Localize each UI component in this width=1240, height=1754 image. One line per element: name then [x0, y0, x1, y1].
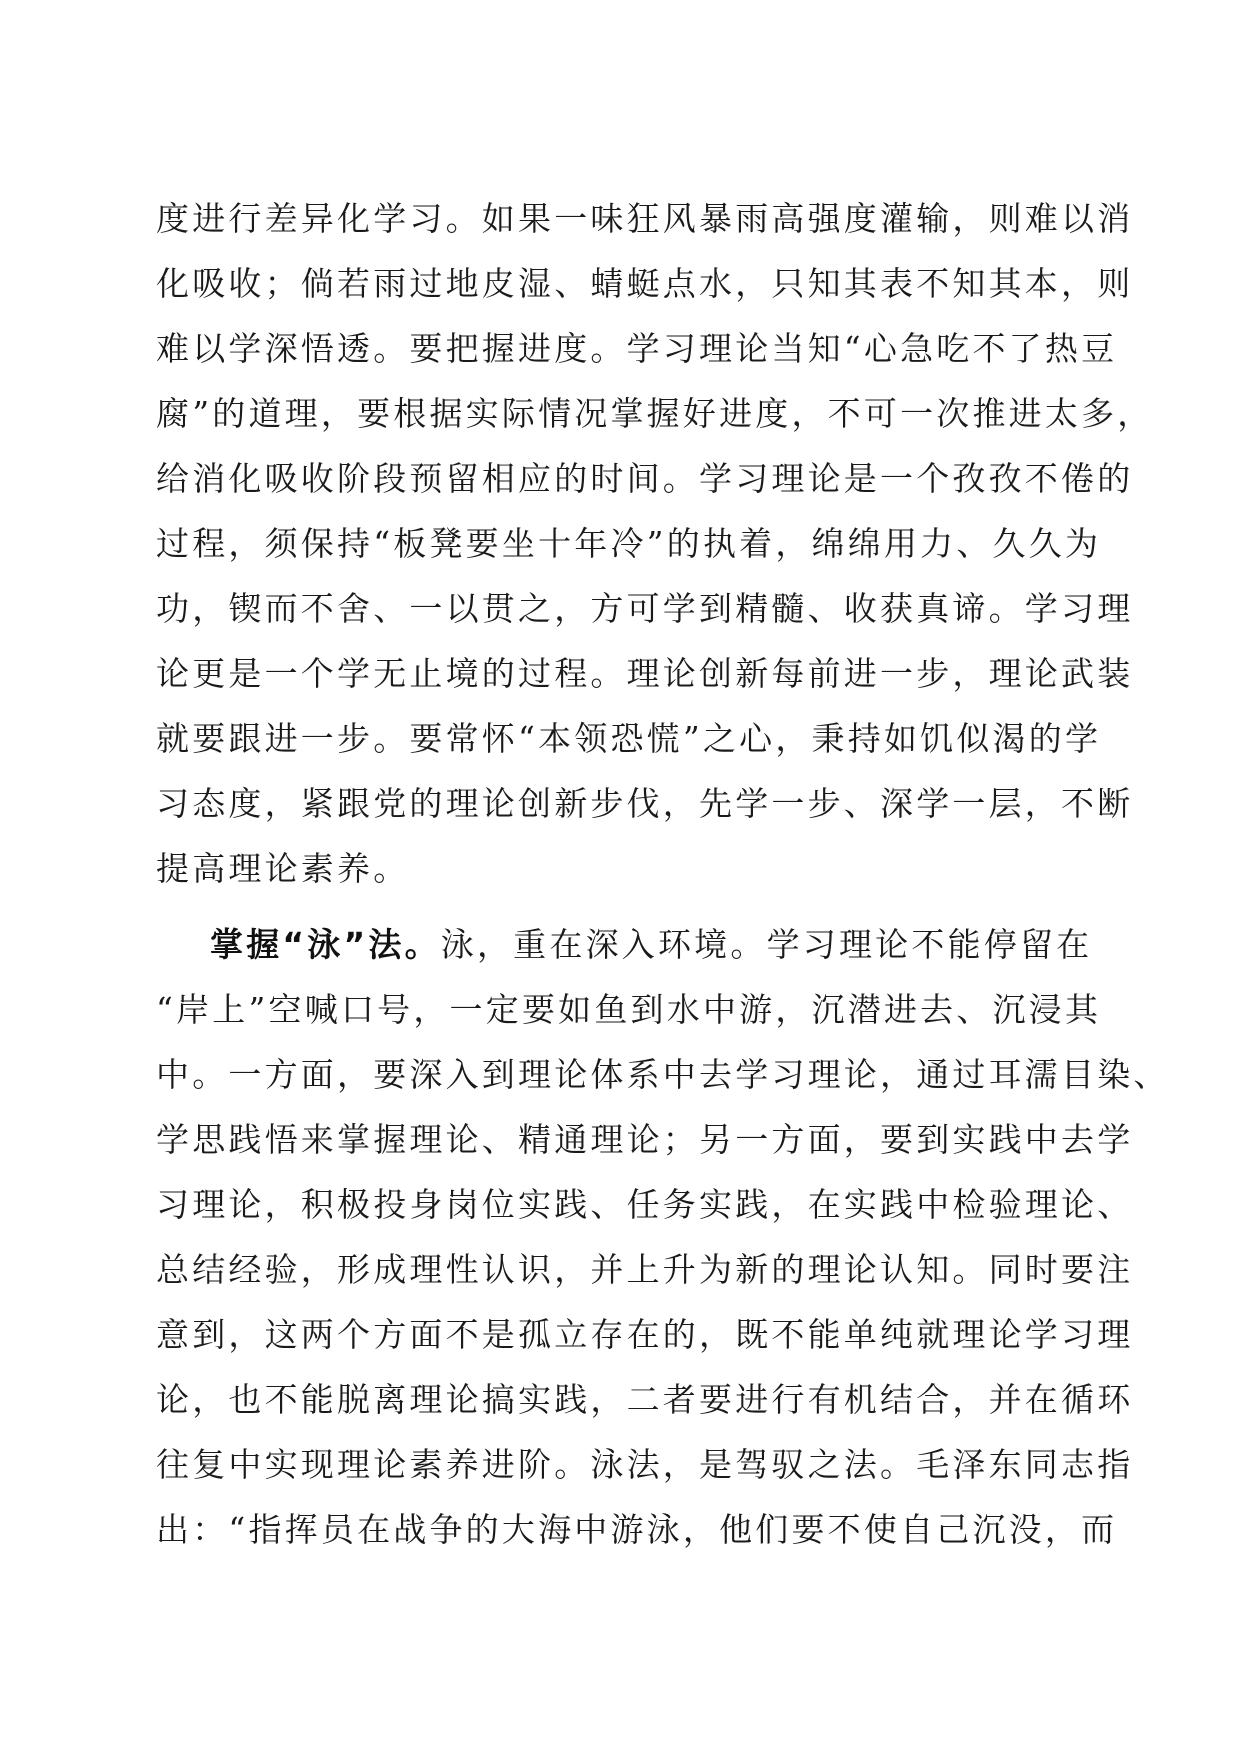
- text-line: 腐”的道理，要根据实际情况掌握好进度，不可一次推进太多，: [156, 394, 1154, 433]
- text-line: 论更是一个学无止境的过程。理论创新每前进一步，理论武装: [156, 654, 1134, 693]
- text-line: 论，也不能脱离理论搞实践，二者要进行有机结合，并在循环: [156, 1380, 1134, 1419]
- text-line: 度进行差异化学习。如果一味狂风暴雨高强度灌输，则难以消: [156, 199, 1134, 238]
- text-line: 过程，须保持“板凳要坐十年冷”的执着，绵绵用力、久久为: [156, 524, 1102, 563]
- section-heading: 掌握“泳”法。: [210, 925, 441, 964]
- text-line: 出：“指挥员在战争的大海中游泳，他们要不使自己沉没，而: [156, 1510, 1118, 1549]
- text-line: “岸上”空喊口号，一定要如鱼到水中游，沉潜进去、沉浸其: [156, 990, 1102, 1029]
- text-line: 功，锲而不舍、一以贯之，方可学到精髓、收获真谛。学习理: [156, 589, 1134, 628]
- document-body: [156, 186, 1170, 1562]
- text-line: 难以学深悟透。要把握进度。学习理论当知“心急吃不了热豆: [156, 329, 1118, 368]
- text-line: 中。一方面，要深入到理论体系中去学习理论，通过耳濡目染、: [156, 1055, 1170, 1094]
- paragraph-2-first-line: [156, 912, 1096, 977]
- text-line: 化吸收；倘若雨过地皮湿、蜻蜓点水，只知其表不知其本，则: [156, 264, 1134, 303]
- text-line: 习态度，紧跟党的理论创新步伐，先学一步、深学一层，不断: [156, 784, 1134, 823]
- text-line: 总结经验，形成理性认识，并上升为新的理论认知。同时要注: [156, 1250, 1134, 1289]
- paragraph-gap: [156, 901, 1096, 912]
- text-line: 学思践悟来掌握理论、精通理论；另一方面，要到实践中去学: [156, 1120, 1134, 1159]
- text-line: 往复中实现理论素养进阶。泳法，是驾驭之法。毛泽东同志指: [156, 1445, 1134, 1484]
- text-line: 给消化吸收阶段预留相应的时间。学习理论是一个孜孜不倦的: [156, 459, 1134, 498]
- text-line: 就要跟进一步。要常怀“本领恐慌”之心，秉持如饥似渴的学: [156, 719, 1102, 758]
- paragraph-2: [156, 912, 1170, 1562]
- text-line: 习理论，积极投身岗位实践、任务实践，在实践中检验理论、: [156, 1185, 1134, 1224]
- paragraph-1: [156, 186, 1154, 901]
- text-run: 泳，重在深入环境。学习理论不能停留在: [440, 925, 1093, 964]
- text-line: 意到，这两个方面不是孤立存在的，既不能单纯就理论学习理: [156, 1315, 1134, 1354]
- text-line: 提高理论素养。: [156, 849, 410, 888]
